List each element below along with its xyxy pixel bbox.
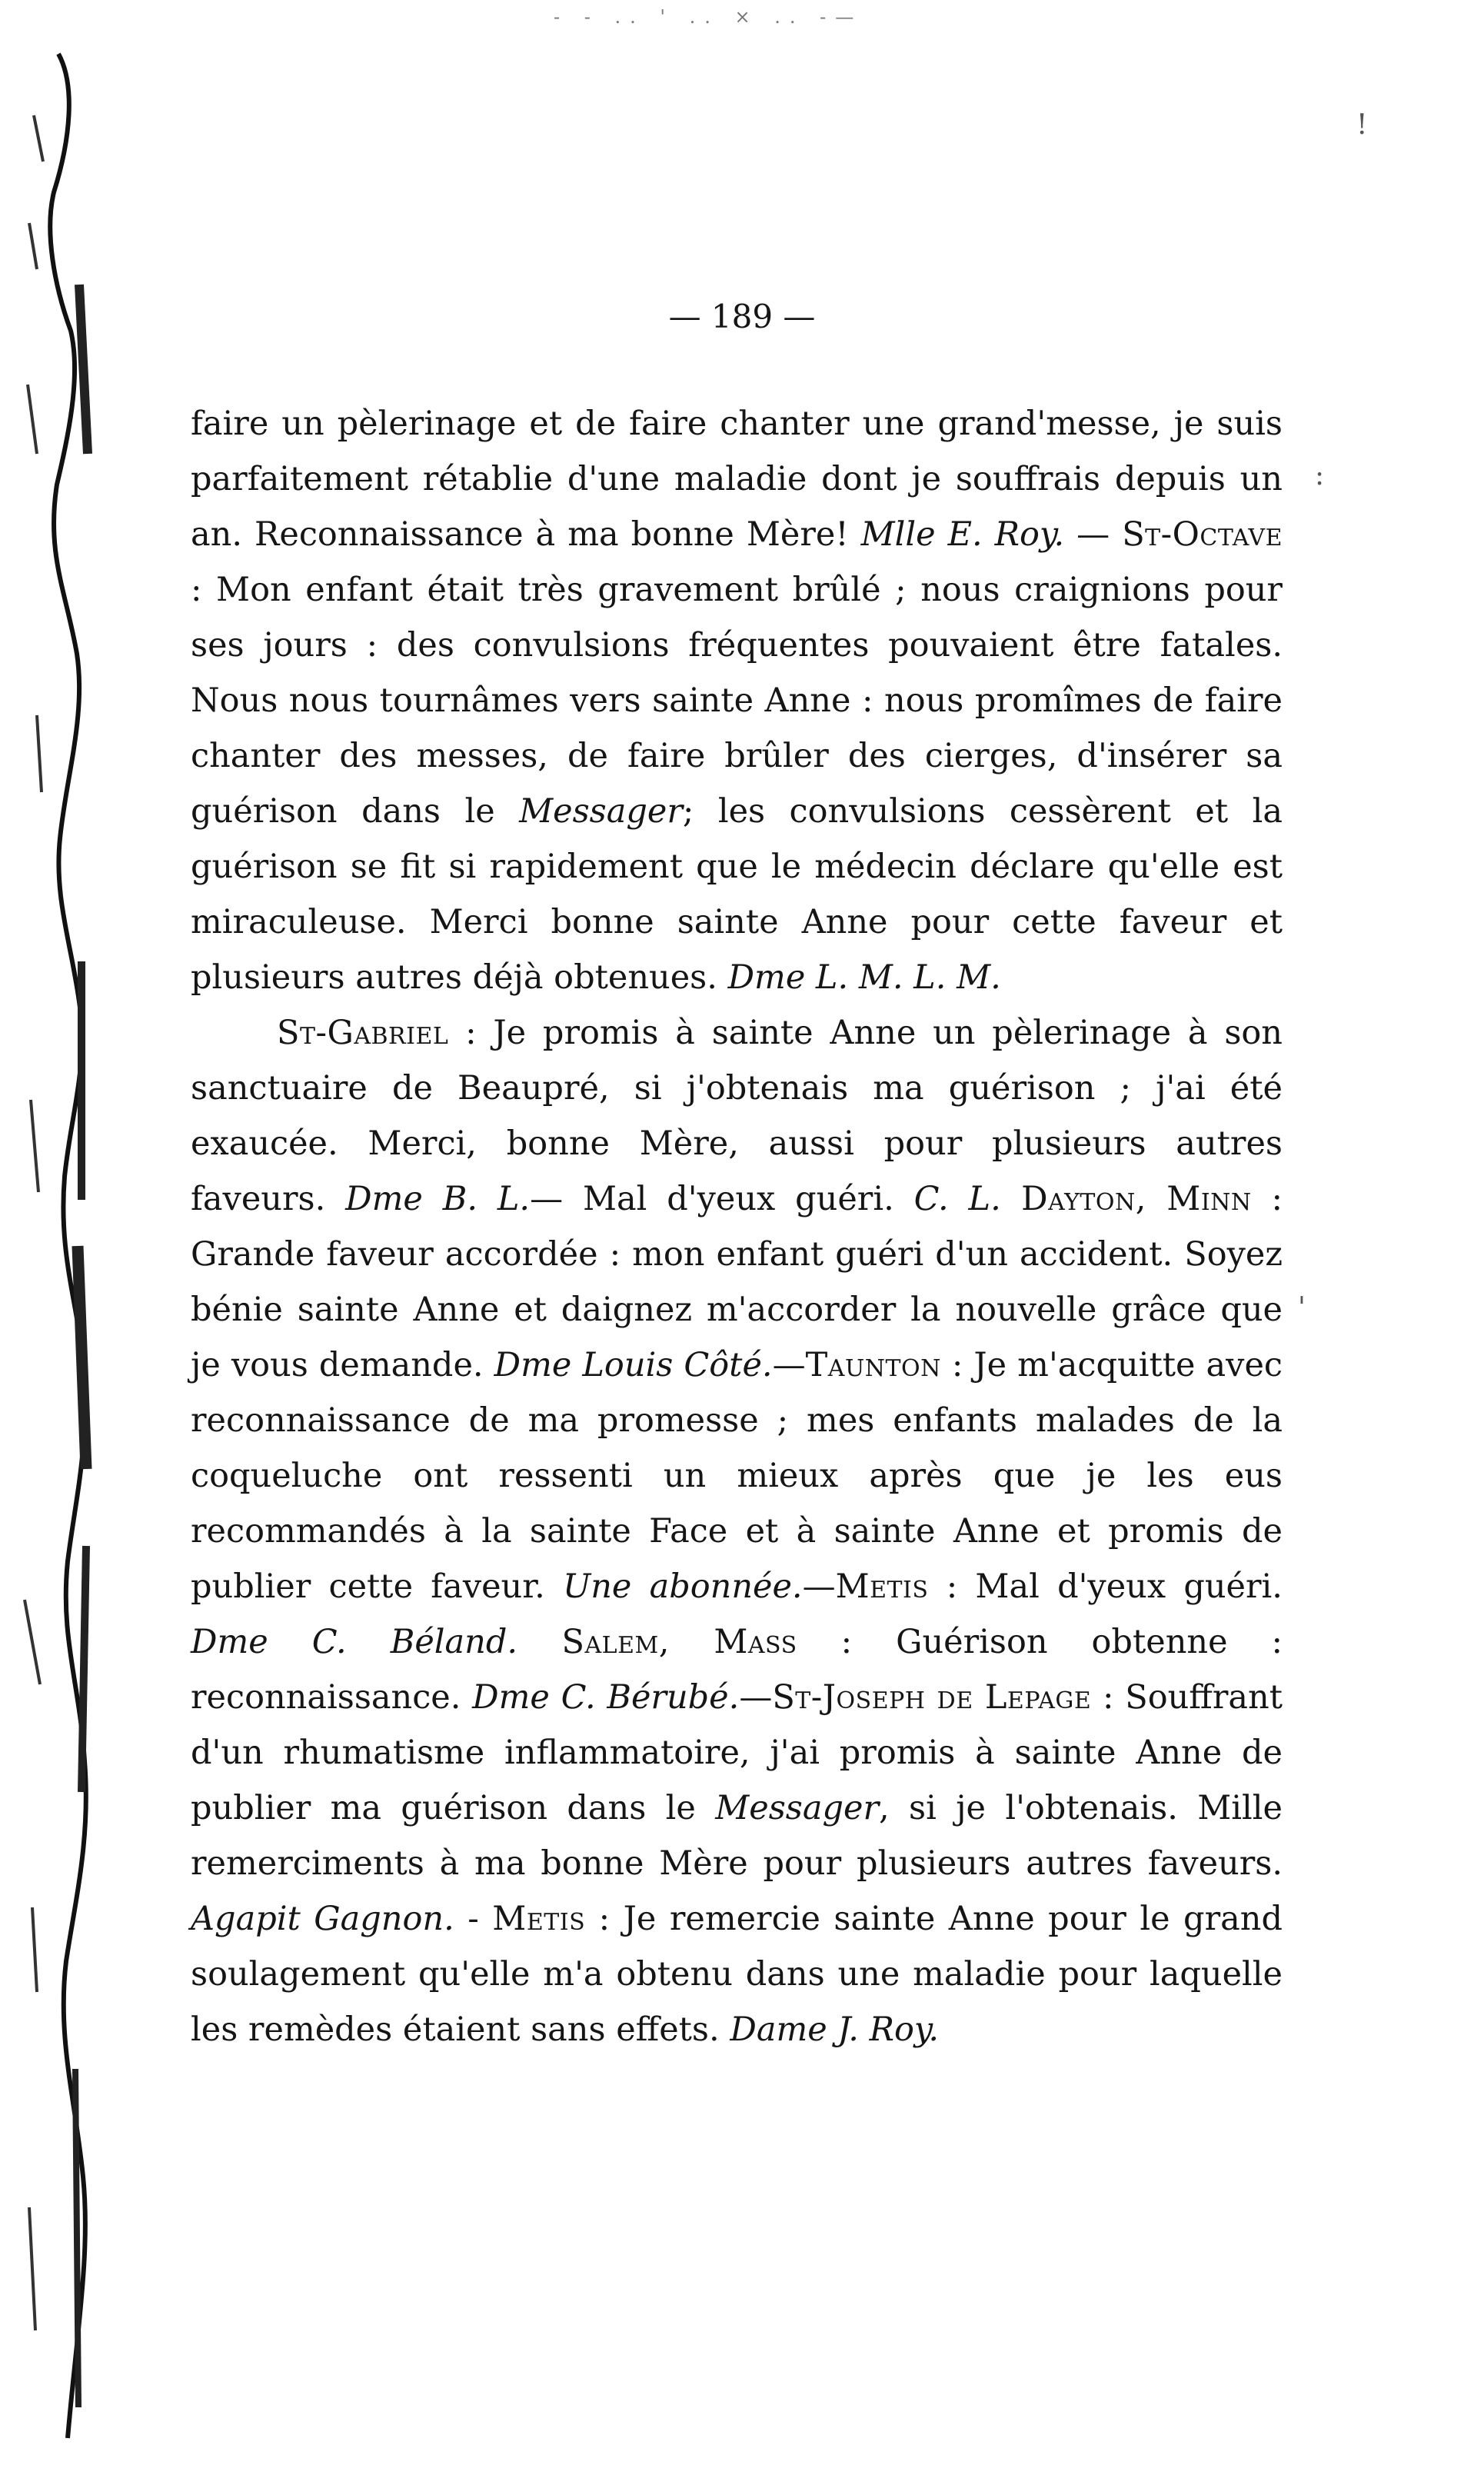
text-run: ; les convulsions cessèrent et la guérison se fit si rapidement que le médecin déclare qu'elle est miraculeuse. Merci bonne sainte Anne pour cette faveur et plusieurs autres déjà obtenues. <box>191 792 1283 997</box>
text-run: : Guérison obtenne : reconnaissance. <box>191 1623 1283 1717</box>
text-run: , si je l'obtenais. Mille remerciments à ma bonne Mère pour plusieurs autres faveurs. <box>191 1789 1283 1883</box>
scan-speck: ! <box>1356 109 1368 141</box>
place-name: Taunton <box>805 1346 941 1384</box>
scan-speck: : <box>1315 460 1325 491</box>
paragraph-1 <box>191 396 1283 1005</box>
signature: Agapit Gagnon. <box>191 1900 454 1938</box>
place-name: St-Gabriel <box>277 1014 449 1052</box>
text-run: : Mal d'yeux guéri. <box>928 1567 1283 1606</box>
place-name: Salem, Mass <box>517 1623 797 1661</box>
page-number: — 189 — <box>668 298 816 335</box>
signature: Dme Louis Côté. <box>494 1346 773 1384</box>
place-name: St-Joseph de Lepage <box>772 1678 1092 1717</box>
signature: Dme C. Bérubé. <box>472 1678 740 1717</box>
place-name: Metis <box>492 1900 586 1938</box>
signature: Mlle E. Roy. <box>860 515 1065 554</box>
place-name: Metis <box>835 1567 929 1606</box>
place-name: St-Octave <box>1122 515 1283 554</box>
dash: — <box>739 1678 773 1717</box>
dash: — <box>772 1346 806 1384</box>
text-run: faire un pèlerinage et de faire chanter une grand'messe, je suis parfaitement rétablie d'une maladie dont je souffrais depuis un an. Reconnaissance à ma bonne Mère! <box>191 405 1283 554</box>
page-binding-edge <box>22 23 106 2453</box>
article-body <box>191 396 1283 2057</box>
publication-title: Messager <box>715 1789 879 1827</box>
place-name: Dayton, Minn <box>1000 1180 1252 1218</box>
signature: Dme C. Béland. <box>191 1623 518 1661</box>
text-run: : Je remercie sainte Anne pour le grand soulagement qu'elle m'a obtenu dans une maladie pour laquelle les remèdes étaient sans effets. <box>191 1900 1283 2049</box>
dash: - <box>454 1900 493 1938</box>
text-run: : Je m'acquitte avec reconnaissance de ma promesse ; mes enfants malades de la coqueluche ont ressenti un mieux après que je les eus recommandés à la sainte Face et à sainte Anne et promis de publier cette faveur. <box>191 1346 1283 1606</box>
text-run: : Je promis à sainte Anne un pèlerinage à son sanctuaire de Beaupré, si j'obtenais ma guérison ; j'ai été exaucée. Merci, bonne Mère, aussi pour plusieurs autres faveurs. <box>191 1014 1283 1218</box>
signature: Dme L. M. L. M. <box>727 958 1001 997</box>
text-run: — Mal d'yeux guéri. <box>530 1180 914 1218</box>
scan-speck: ' <box>1298 1292 1306 1324</box>
dash: — <box>1064 515 1123 554</box>
scan-artifact-marks: - - .. ' .. × .. -— <box>554 6 863 28</box>
signature: Une abonnée. <box>562 1567 803 1606</box>
dash: — <box>802 1567 836 1606</box>
text-run: : Souffrant d'un rhumatisme inflammatoire, j'ai promis à sainte Anne de publier ma guérison dans le <box>191 1678 1283 1827</box>
signature: Dme B. L. <box>345 1180 531 1218</box>
signature: Dame J. Roy. <box>730 2010 940 2049</box>
text-run: : Mon enfant était très gravement brûlé ; nous craignions pour ses jours : des convulsions fréquentes pouvaient être fatales. Nous nous tournâmes vers sainte Anne : nous promîmes de faire chanter des messes, de faire brûler des cierges, d'insérer sa guérison dans le <box>191 571 1283 831</box>
paragraph-2 <box>191 1005 1283 2057</box>
text-run: : Grande faveur accordée : mon enfant guéri d'un accident. Soyez bénie sainte Anne et daignez m'accorder la nouvelle grâce que je vous demande. <box>191 1180 1283 1384</box>
publication-title: Messager <box>519 792 683 831</box>
signature: C. L. <box>913 1180 1001 1218</box>
